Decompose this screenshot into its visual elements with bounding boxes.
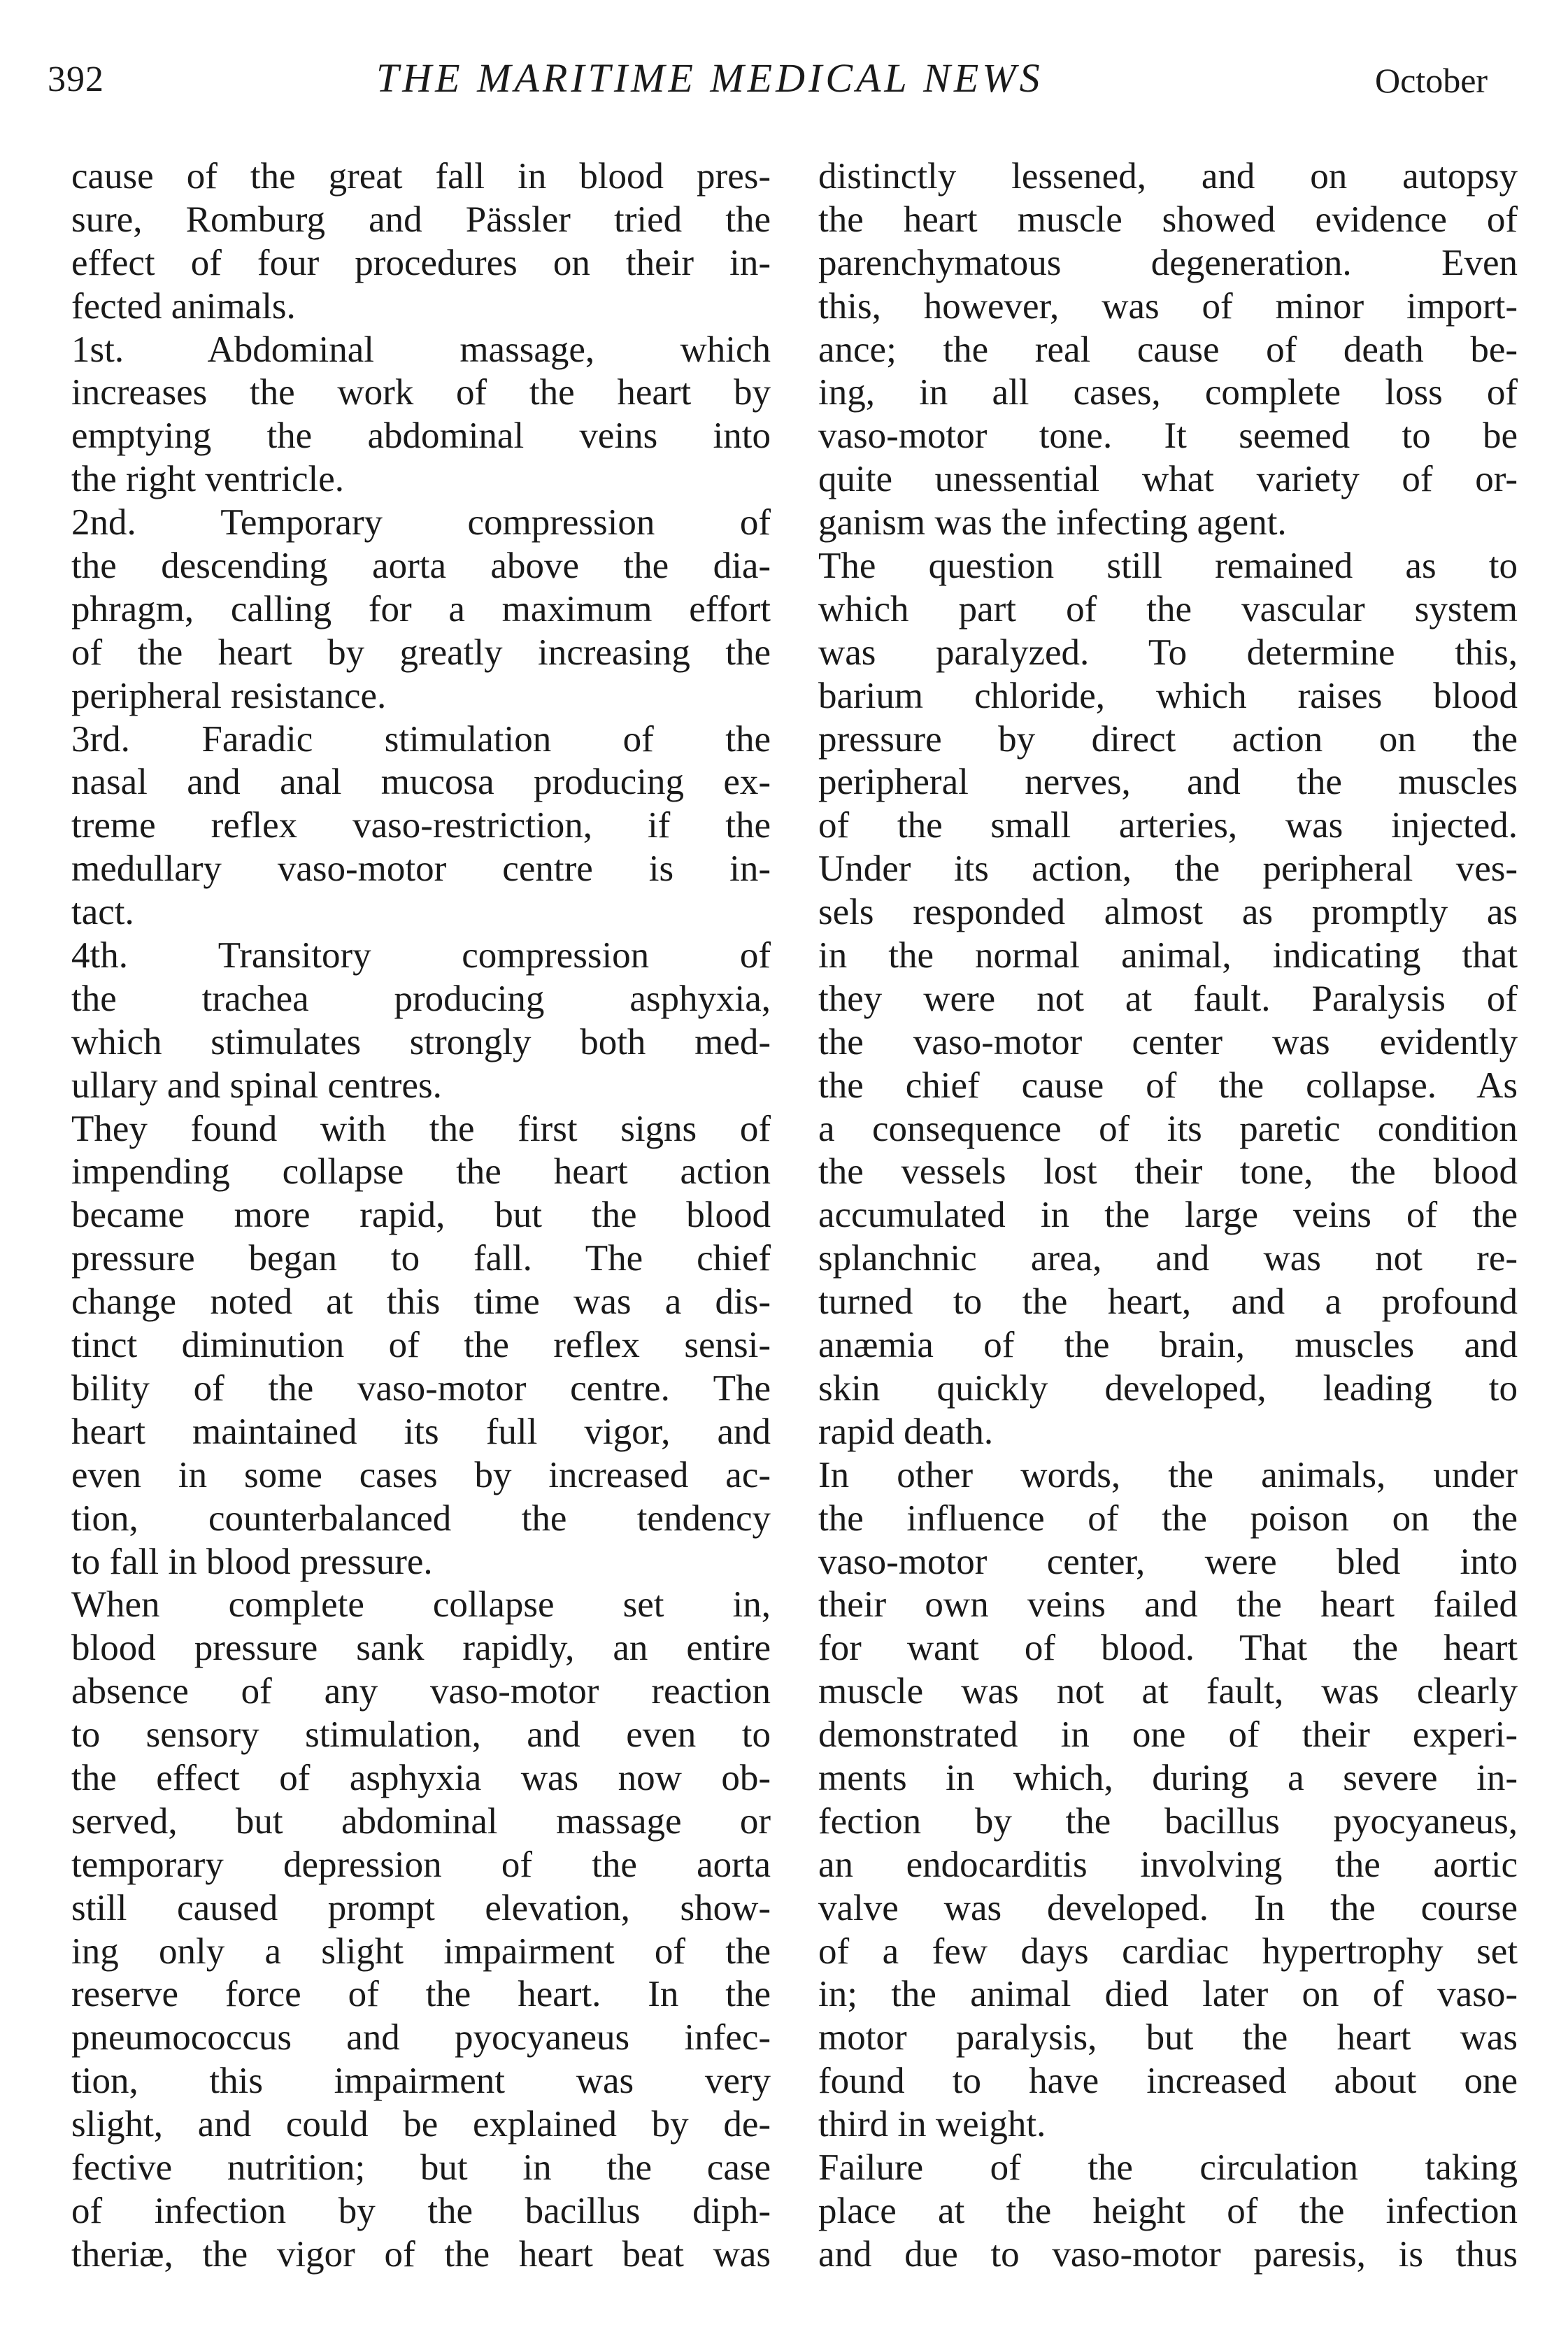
text-line: bility of the vaso-motor centre. The bbox=[71, 1367, 771, 1409]
text-line: this, however, was of minor import- bbox=[818, 285, 1518, 327]
text-line: tion, this impairment was very bbox=[71, 2061, 771, 2102]
text-line: The question still remained as to bbox=[818, 546, 1518, 587]
text-line: peripheral resistance. bbox=[71, 675, 387, 716]
text-line: vaso-motor tone. It seemed to be bbox=[818, 415, 1518, 457]
text-line: the effect of asphyxia was now ob- bbox=[71, 1757, 771, 1798]
text-line: a consequence of its paretic condition bbox=[818, 1108, 1518, 1149]
text-line: in the normal animal, indicating that bbox=[818, 935, 1518, 976]
text-line: pressure by direct action on the bbox=[818, 718, 1518, 760]
text-line: accumulated in the large veins of the bbox=[818, 1195, 1518, 1236]
text-line: of infection by the bacillus diph- bbox=[71, 2190, 771, 2231]
text-line: third in weight. bbox=[818, 2104, 1046, 2145]
text-line: splanchnic area, and was not re- bbox=[818, 1238, 1518, 1279]
right-text-column bbox=[818, 155, 1518, 2277]
text-line: absence of any vaso-motor reaction bbox=[71, 1671, 771, 1712]
text-line: blood pressure sank rapidly, an entire bbox=[71, 1628, 771, 1669]
text-line: fection by the bacillus pyocyaneus, bbox=[818, 1800, 1518, 1842]
text-line: the vaso-motor center was evidently bbox=[818, 1021, 1518, 1062]
text-line: ing, in all cases, complete loss of bbox=[818, 372, 1518, 413]
text-line: They found with the first signs of bbox=[71, 1108, 771, 1149]
text-line: nasal and anal mucosa producing ex- bbox=[71, 762, 771, 803]
text-line: tinct diminution of the reflex sensi- bbox=[71, 1325, 771, 1366]
text-line: the right ventricle. bbox=[71, 459, 344, 500]
text-line: sels responded almost as promptly as bbox=[818, 892, 1518, 933]
text-line: 4th. Transitory compression of bbox=[71, 935, 771, 976]
text-line: of the small arteries, was injected. bbox=[818, 805, 1518, 846]
text-line: cause of the great fall in blood pres- bbox=[71, 156, 771, 197]
text-line: sure, Romburg and Pässler tried the bbox=[71, 199, 771, 240]
text-line: In other words, the animals, under bbox=[818, 1454, 1518, 1495]
text-line: found to have increased about one bbox=[818, 2061, 1518, 2102]
text-line: theriæ, the vigor of the heart beat was bbox=[71, 2233, 771, 2275]
text-line: even in some cases by increased ac- bbox=[71, 1454, 771, 1495]
text-line: treme reflex vaso-restriction, if the bbox=[71, 805, 771, 846]
text-line: Failure of the circulation taking bbox=[818, 2147, 1518, 2188]
text-line: 1st. Abdominal massage, which bbox=[71, 329, 771, 370]
text-line: was paralyzed. To determine this, bbox=[818, 632, 1518, 673]
text-line: fective nutrition; but in the case bbox=[71, 2147, 771, 2188]
text-line: vaso-motor center, were bled into bbox=[818, 1541, 1518, 1582]
text-line: still caused prompt elevation, show- bbox=[71, 1887, 771, 1928]
text-line: rapid death. bbox=[818, 1411, 994, 1452]
text-line: phragm, calling for a maximum effort bbox=[71, 588, 771, 630]
text-line: effect of four procedures on their in- bbox=[71, 242, 771, 283]
text-line: distinctly lessened, and on autopsy bbox=[818, 156, 1518, 197]
text-line: tact. bbox=[71, 892, 134, 933]
text-line: demonstrated in one of their experi- bbox=[818, 1714, 1518, 1756]
text-line: Under its action, the peripheral ves- bbox=[818, 848, 1518, 890]
text-line: tion, counterbalanced the tendency bbox=[71, 1498, 771, 1539]
text-line: in; the animal died later on of vaso- bbox=[818, 1974, 1518, 2015]
text-line: pressure began to fall. The chief bbox=[71, 1238, 771, 1279]
text-line: heart maintained its full vigor, and bbox=[71, 1411, 771, 1452]
text-line: and due to vaso-motor paresis, is thus bbox=[818, 2233, 1518, 2275]
text-line: for want of blood. That the heart bbox=[818, 1628, 1518, 1669]
text-line: emptying the abdominal veins into bbox=[71, 415, 771, 457]
text-line: muscle was not at fault, was clearly bbox=[818, 1671, 1518, 1712]
text-line: ance; the real cause of death be- bbox=[818, 329, 1518, 370]
text-line: temporary depression of the aorta bbox=[71, 1844, 771, 1885]
text-line: slight, and could be explained by de- bbox=[71, 2104, 771, 2145]
text-line: change noted at this time was a dis- bbox=[71, 1281, 771, 1323]
text-line: 3rd. Faradic stimulation of the bbox=[71, 718, 771, 760]
page-number: 392 bbox=[48, 59, 104, 99]
text-line: which stimulates strongly both med- bbox=[71, 1021, 771, 1062]
text-line: they were not at fault. Paralysis of bbox=[818, 978, 1518, 1019]
text-line: valve was developed. In the course bbox=[818, 1887, 1518, 1928]
text-line: of a few days cardiac hypertrophy set bbox=[818, 1931, 1518, 1972]
text-line: ments in which, during a severe in- bbox=[818, 1757, 1518, 1798]
text-line: quite unessential what variety of or- bbox=[818, 459, 1518, 500]
text-line: became more rapid, but the blood bbox=[71, 1195, 771, 1236]
text-line: reserve force of the heart. In the bbox=[71, 1974, 771, 2015]
text-line: ing only a slight impairment of the bbox=[71, 1931, 771, 1972]
text-line: peripheral nerves, and the muscles bbox=[818, 762, 1518, 803]
text-line: anæmia of the brain, muscles and bbox=[818, 1325, 1518, 1366]
text-line: motor paralysis, but the heart was bbox=[818, 2017, 1518, 2059]
left-text-column bbox=[71, 155, 771, 2277]
text-line: served, but abdominal massage or bbox=[71, 1800, 771, 1842]
text-line: the heart muscle showed evidence of bbox=[818, 199, 1518, 240]
text-line: which part of the vascular system bbox=[818, 588, 1518, 630]
text-line: to fall in blood pressure. bbox=[71, 1541, 433, 1582]
text-line: pneumococcus and pyocyaneus infec- bbox=[71, 2017, 771, 2059]
text-line: parenchymatous degeneration. Even bbox=[818, 242, 1518, 283]
text-line: barium chloride, which raises blood bbox=[818, 675, 1518, 716]
text-line: their own veins and the heart failed bbox=[818, 1584, 1518, 1626]
text-line: turned to the heart, and a profound bbox=[818, 1281, 1518, 1323]
text-line: the chief cause of the collapse. As bbox=[818, 1065, 1518, 1106]
text-line: place at the height of the infection bbox=[818, 2190, 1518, 2231]
text-line: skin quickly developed, leading to bbox=[818, 1367, 1518, 1409]
text-line: When complete collapse set in, bbox=[71, 1584, 771, 1626]
text-line: increases the work of the heart by bbox=[71, 372, 771, 413]
text-line: to sensory stimulation, and even to bbox=[71, 1714, 771, 1756]
journal-title: THE MARITIME MEDICAL NEWS bbox=[376, 55, 1043, 101]
text-line: ullary and spinal centres. bbox=[71, 1065, 442, 1106]
issue-month: October bbox=[1375, 61, 1488, 100]
text-line: of the heart by greatly increasing the bbox=[71, 632, 771, 673]
text-line: ganism was the infecting agent. bbox=[818, 502, 1287, 543]
text-line: medullary vaso-motor centre is in- bbox=[71, 848, 771, 890]
text-line: the vessels lost their tone, the blood bbox=[818, 1151, 1518, 1193]
running-head bbox=[41, 55, 1509, 111]
text-line: the trachea producing asphyxia, bbox=[71, 978, 771, 1019]
text-line: the descending aorta above the dia- bbox=[71, 546, 771, 587]
text-line: fected animals. bbox=[71, 285, 296, 327]
text-line: impending collapse the heart action bbox=[71, 1151, 771, 1193]
text-line: the influence of the poison on the bbox=[818, 1498, 1518, 1539]
text-line: an endocarditis involving the aortic bbox=[818, 1844, 1518, 1885]
text-line: 2nd. Temporary compression of bbox=[71, 502, 771, 543]
